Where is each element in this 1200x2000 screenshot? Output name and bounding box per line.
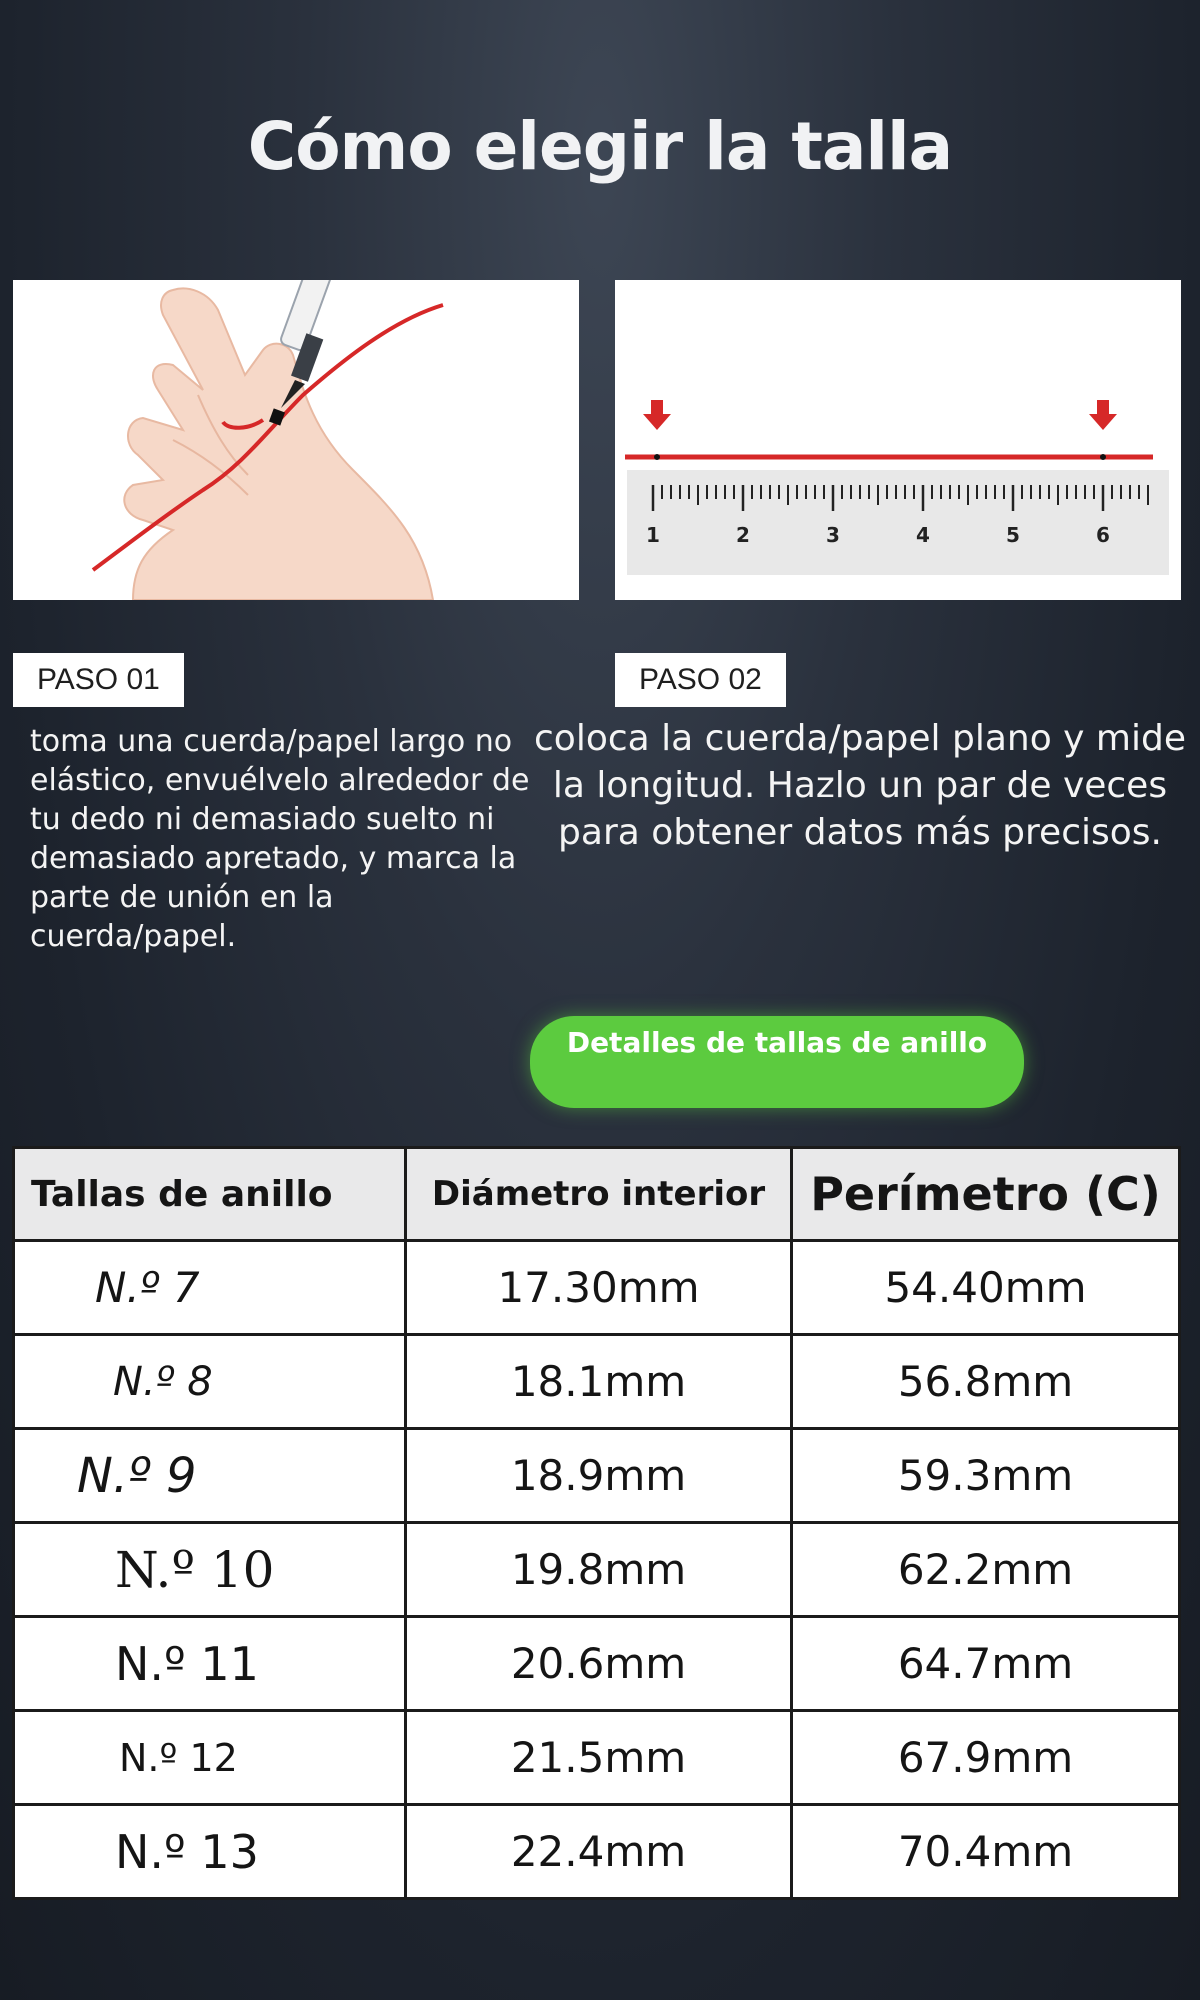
page-title: Cómo elegir la talla <box>247 108 953 185</box>
step2-description: coloca la cuerda/papel plano y mide la longitud. Hazlo un par de veces para obtener datos más precisos. <box>534 718 1186 853</box>
table-row <box>14 1335 1180 1429</box>
header-diameter: Diámetro interior <box>406 1148 792 1241</box>
size-cell: N.º 13 <box>14 1805 406 1899</box>
diameter-cell: 17.30mm <box>406 1241 792 1335</box>
table-row <box>14 1805 1180 1899</box>
step1-image <box>13 280 579 600</box>
table-row <box>14 1711 1180 1805</box>
size-details-button[interactable] <box>530 1016 1024 1108</box>
table-row <box>14 1429 1180 1523</box>
header-size: Tallas de anillo <box>14 1148 406 1241</box>
step1-badge: PASO 01 <box>13 653 184 707</box>
perimeter-cell: 56.8mm <box>792 1335 1180 1429</box>
perimeter-cell: 54.40mm <box>792 1241 1180 1335</box>
diameter-cell: 22.4mm <box>406 1805 792 1899</box>
step2-image <box>615 280 1181 600</box>
diameter-cell: 21.5mm <box>406 1711 792 1805</box>
table-row <box>14 1617 1180 1711</box>
size-cell: N.º 12 <box>14 1711 406 1805</box>
size-details-label: Detalles de tallas de anillo <box>566 1026 988 1059</box>
diameter-cell: 18.9mm <box>406 1429 792 1523</box>
diameter-cell: 19.8mm <box>406 1523 792 1617</box>
ruler-label: 3 <box>826 523 840 547</box>
perimeter-cell: 70.4mm <box>792 1805 1180 1899</box>
table-row <box>14 1241 1180 1335</box>
size-cell: N.º 9 <box>14 1429 406 1523</box>
ruler-label: 2 <box>736 523 750 547</box>
step1-description: toma una cuerda/papel largo no elástico, envuélvelo alrededor de tu dedo ni demasiado suelto ni demasiado apretado, y marca la parte de unión en la cuerda/papel. <box>30 724 530 954</box>
diameter-cell: 20.6mm <box>406 1617 792 1711</box>
size-cell: N.º 11 <box>14 1617 406 1711</box>
step2-badge: PASO 02 <box>615 653 786 707</box>
table-row <box>14 1523 1180 1617</box>
perimeter-cell: 64.7mm <box>792 1617 1180 1711</box>
ruler-label: 1 <box>646 523 660 547</box>
header-perimeter: Perímetro (C) <box>792 1148 1180 1241</box>
size-cell: N.º 7 <box>14 1241 406 1335</box>
perimeter-cell: 67.9mm <box>792 1711 1180 1805</box>
size-table <box>12 1146 1181 1900</box>
ruler-label: 5 <box>1006 523 1020 547</box>
table-header-row <box>14 1148 1180 1241</box>
perimeter-cell: 59.3mm <box>792 1429 1180 1523</box>
ruler-label: 4 <box>916 523 930 547</box>
size-cell: N.º 8 <box>14 1335 406 1429</box>
ruler-label: 6 <box>1096 523 1110 547</box>
size-cell: N.º 10 <box>14 1523 406 1617</box>
perimeter-cell: 62.2mm <box>792 1523 1180 1617</box>
diameter-cell: 18.1mm <box>406 1335 792 1429</box>
